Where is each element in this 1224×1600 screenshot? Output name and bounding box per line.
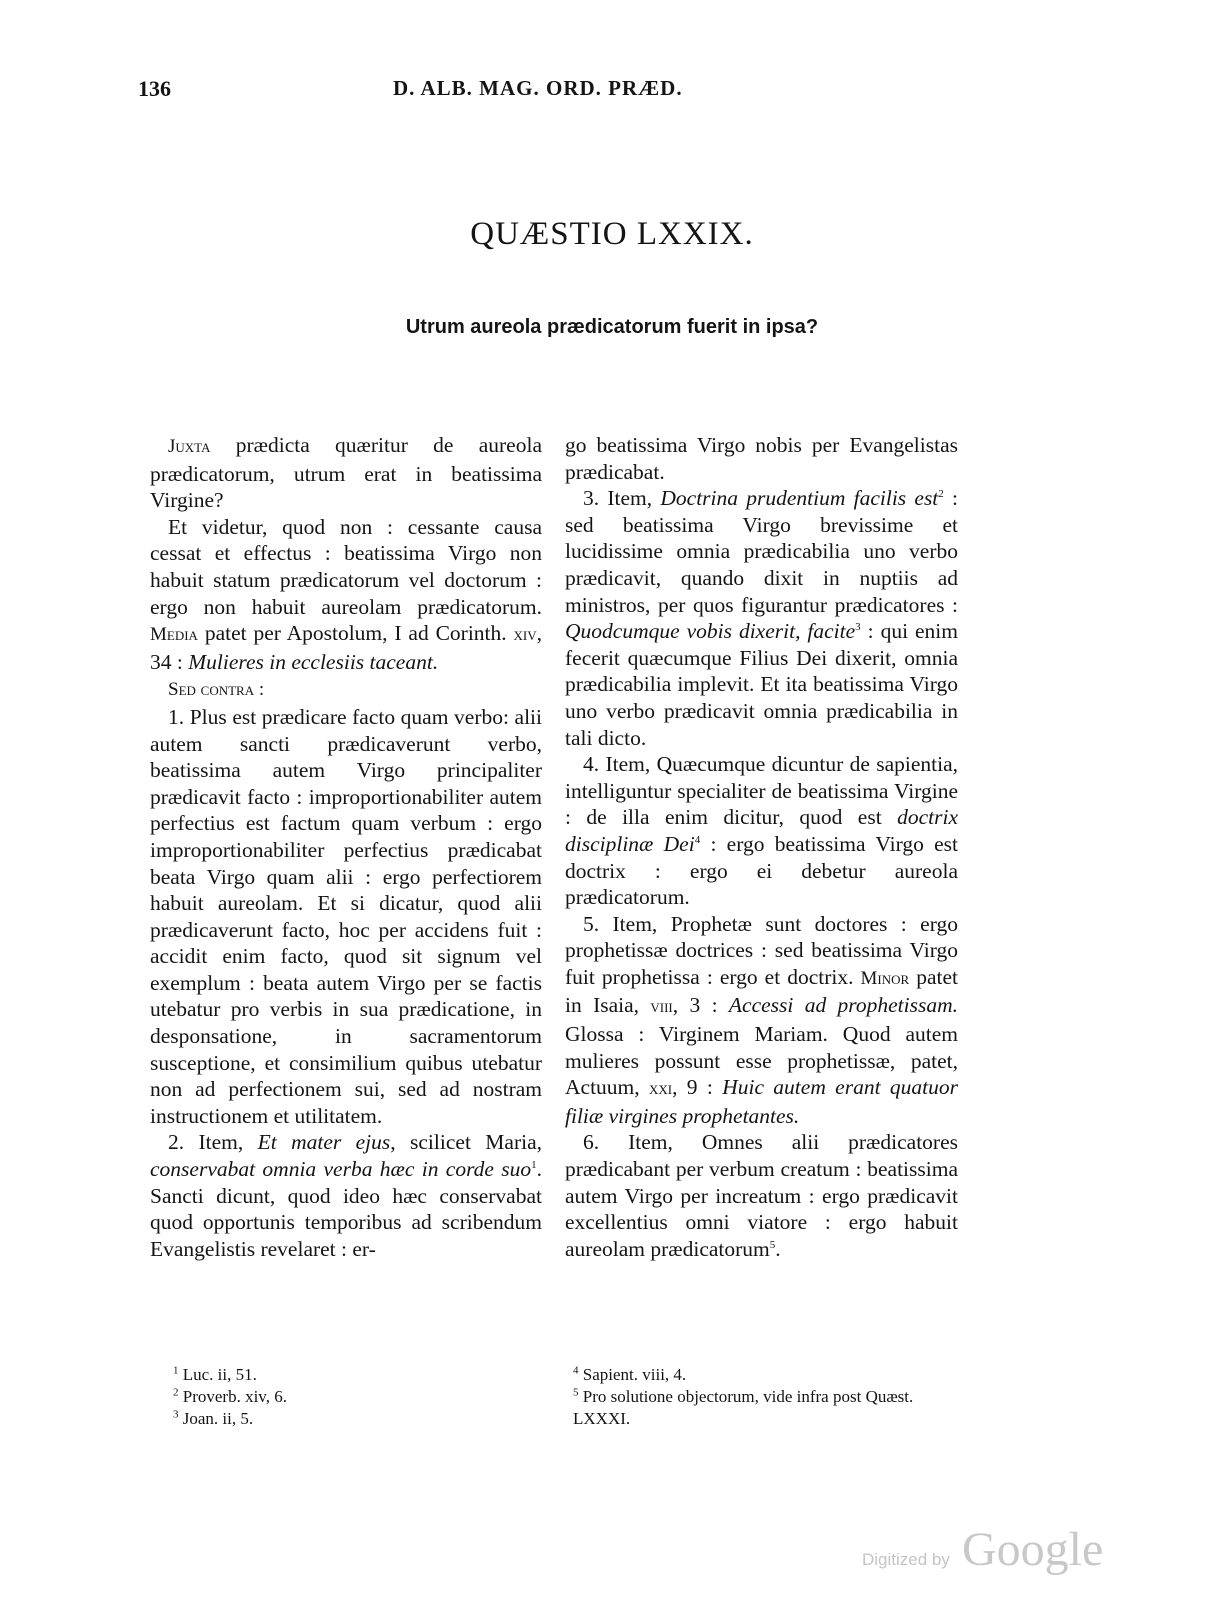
- footnote: $^1$ Luc. ii, 51.: [173, 1364, 257, 1384]
- paragraph-argument-6: 6. Item, Omnes alii prædicatores prædicabant per verbum creatum : beatissima autem Virgo per increatum : ergo prædicavit excellentius omni viatore : ergo habuit aureolam prædicatorum$^5$.: [565, 1130, 958, 1261]
- question-subtitle: Utrum aureola prædicatorum fuerit in ipsa?: [405, 316, 819, 338]
- footnote-ref: 5: [769, 1238, 776, 1251]
- question-title: QUÆSTIO LXXIX.: [470, 216, 754, 252]
- footnote-ref: 2: [938, 488, 944, 501]
- footnotes-left: [173, 1364, 533, 1430]
- paragraph-argument-4: 4. Item, Quæcumque dicuntur de sapientia, intelliguntur specialiter de beatissima Virgine : de illa enim dicitur, quod est doctrix disciplinæ Dei$^4$ : ergo beatissima Virgo est doctrix : ergo ei debetur aureola prædicatorum.: [565, 752, 958, 910]
- paragraph-continued: go beatissima Virgo nobis per Evangelistas prædicabat.: [565, 433, 958, 484]
- paragraph-argument-5: 5. Item, Prophetæ sunt doctores : ergo prophetissæ doctrices : sed beatissima Virgo fuit prophetissa : ergo et doctrix. Minor patet in Isaia, viii, 3 : Accessi ad prophetissam. Glossa : Virginem Mariam. Quod autem mulieres possunt esse prophetissæ, patet, Actuum, xxi, 9 : Huic autem erant quatuor filiæ virgines prophetantes.: [565, 911, 958, 1128]
- smallcaps-word: Juxta: [168, 436, 211, 457]
- footnote: $^5$ Pro solutione objectorum, vide infra post Quæst. LXXXI.: [573, 1386, 914, 1428]
- page-number: 136: [138, 76, 171, 101]
- footnote-ref: 4: [694, 833, 701, 846]
- sed-contra-heading: Sed contra :: [168, 679, 265, 701]
- footnote: $^4$ Sapient. viii, 4.: [573, 1364, 687, 1384]
- footnotes-right: [573, 1364, 963, 1430]
- paragraph-argument-1: 1. Plus est prædicare facto quam verbo: alii autem sancti prædicaverunt verbo, beatissima autem Virgo principaliter prædicavit facto : improportionabiliter autem perfectius est factum quam verbum : ergo improportionabiliter perfectius prædicabat beata Virgo quam alii : ergo perfectiorem habuit aureolam. Et si dicatur, quod alii prædicaverunt facto, hoc per accidens fuit : accidit enim facto, quod sit signum vel exemplum : beata autem Virgo per se factis utebatur pro verbis in sua prædicatione, in desponsatione, in sacramentorum susceptione, et consimilium quibus utebatur non ad perfectionem sui, sed ad nostram instructionem et utilitatem.: [150, 704, 542, 1128]
- footnote: $^2$ Proverb. xiv, 6.: [173, 1386, 287, 1406]
- watermark-digitized-label: Digitized by: [862, 1550, 950, 1569]
- page-header: [138, 76, 1058, 106]
- right-column: [565, 432, 958, 1262]
- footnote-ref: 1: [531, 1158, 537, 1171]
- paragraph-argument-2: 2. Item, Et mater ejus, scilicet Maria, conservabat omnia verba hæc in corde suo$^1$. Sancti dicunt, quod ideo hæc conservabat quod opportunis temporibus ad scribendum Evangelistis revelaret : er-: [150, 1130, 542, 1261]
- footnote: $^3$ Joan. ii, 5.: [173, 1408, 254, 1428]
- left-column: [150, 432, 542, 1262]
- paragraph-objection: Et videtur, quod non : cessante causa cessat et effectus : beatissima Virgo non habuit statum prædicatorum vel doctorum : ergo non habuit aureolam prædicatorum. Media patet per Apostolum, I ad Corinth. xiv, 34 : Mulieres in ecclesiis taceant.: [150, 514, 542, 674]
- watermark-google-logo: Google: [962, 1523, 1104, 1576]
- paragraph-intro: Juxta prædicta quæritur de aureola prædicatorum, utrum erat in beatissima Virgine?: [150, 433, 542, 513]
- footnote-ref: 3: [855, 621, 861, 633]
- running-head: D. ALB. MAG. ORD. PRÆD.: [393, 76, 683, 100]
- google-watermark: [862, 1523, 1104, 1578]
- paragraph-argument-3: 3. Item, Doctrina prudentium facilis est$^2$ : sed beatissima Virgo brevissime et lucidissime omnia prædicabilia uno verbo prædicavit, quando dixit in nuptiis ad ministros, per quos figurantur prædicatores : Quodcumque vobis dixerit, facite$^3$ : qui enim fecerit quæcumque Filius Dei dixerit, omnia prædicabilia implevit. Et ita beatissima Virgo uno verbo prædicavit omnia prædicabilia in tali dicto.: [565, 486, 958, 750]
